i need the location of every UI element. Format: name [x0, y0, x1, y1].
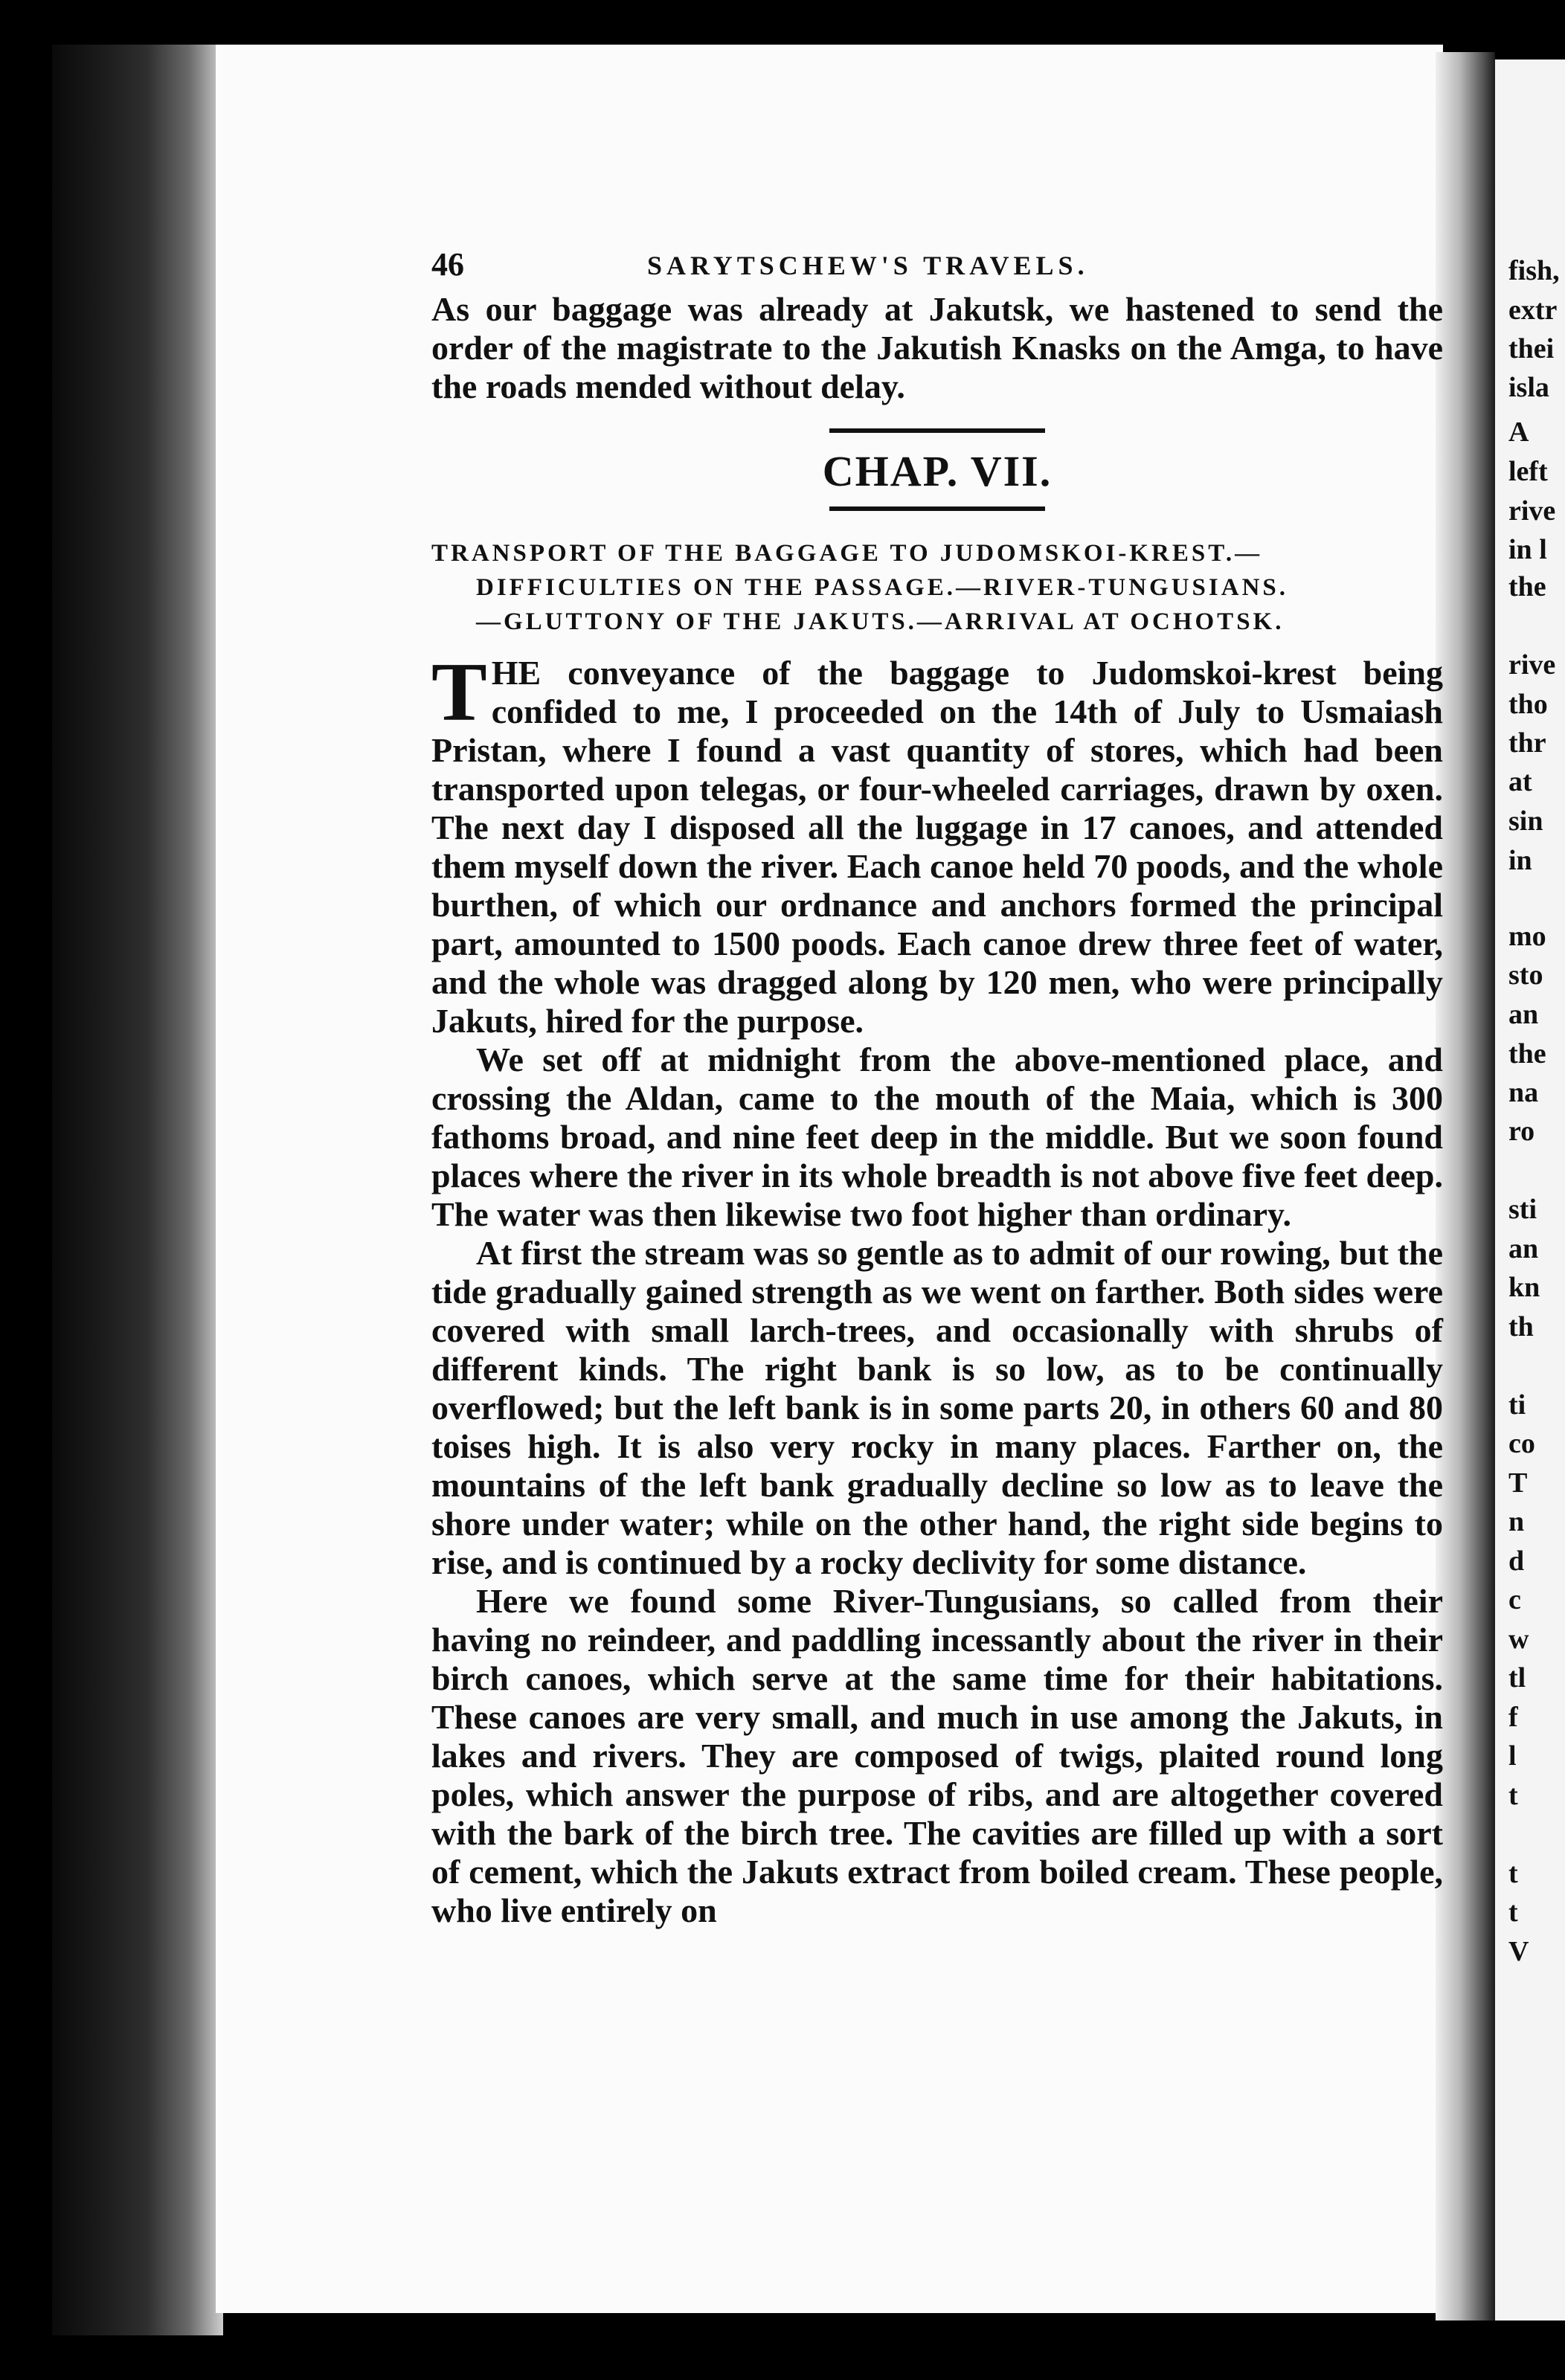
adjacent-page-fragment: ro: [1508, 1116, 1535, 1147]
adjacent-page-fragment: na: [1508, 1077, 1539, 1108]
adjacent-page-fragment: mo: [1508, 921, 1546, 952]
adjacent-page-fragment: the: [1508, 1038, 1546, 1070]
paragraph-2: We set off at midnight from the above-mentioned place, and crossing the Aldan, came to the mouth of the Maia, which is 300 fathoms broad, and nine feet deep in the middle. But we soon found places where the river in its whole breadth is not above five feet deep. The water was then likewise two foot higher than ordinary.: [431, 1041, 1443, 1233]
running-head: [431, 245, 1443, 290]
adjacent-page-fragment: sin: [1508, 805, 1543, 837]
adjacent-page-fragment: left: [1508, 456, 1548, 487]
adjacent-page-edge: [1495, 60, 1565, 2320]
paragraph-1-text: HE conveyance of the baggage to Judomskoi-krest being confided to me, I proceeded on the 14th of July to Usmaiash Pristan, where I found a vast quantity of stores, which had been transported upon telegas, or four-wheeled carriages, drawn by oxen. The next day I disposed all the luggage in 17 canoes, and attended them myself down the river. Each canoe held 70 poods, and the whole burthen, of which our ordnance and anchors formed the principal part, amounted to 1500 poods. Each canoe drew three feet of water, and the whole was dragged along by 120 men, who were principally Jakuts, hired for the purpose.: [431, 654, 1443, 1040]
adjacent-page-fragment: th: [1508, 1311, 1534, 1342]
adjacent-page-fragment: A: [1508, 416, 1529, 448]
book-binding-shadow: [52, 45, 223, 2335]
adjacent-page-fragment: d: [1508, 1546, 1525, 1577]
paragraph-1: [431, 646, 1443, 1041]
page-number: 46: [431, 246, 464, 283]
adjacent-page-fragment: V: [1508, 1936, 1529, 1967]
drop-cap: T: [431, 646, 487, 739]
paragraph-3: At first the stream was so gentle as to admit of our rowing, but the tide gradually gained strength as we went on farther. Both sides were covered with small larch-trees, and occasionally with shrubs of different kinds. The right bank is so low, as to be continually overflowed; but the left bank is in some parts 20, in others 60 and 80 toises high. It is also very rocky in many places. Farther on, the mountains of the left bank gradually decline so low as to leave the shore under water; while on the other hand, the right side begins to rise, and is continued by a rocky declivity for some distance.: [431, 1234, 1443, 1581]
chapter-heading: CHAP. VII.: [822, 447, 1053, 495]
page-content: [431, 245, 1443, 1930]
adjacent-page-fragment: kn: [1508, 1272, 1540, 1303]
adjacent-page-fragment: t: [1508, 1858, 1518, 1889]
running-title: SARYTSCHEW'S TRAVELS.: [647, 251, 1089, 280]
chapter-rule-top: [829, 428, 1045, 433]
paragraph-4: Here we found some River-Tungusians, so called from their having no reindeer, and paddling incessantly about the river in their birch canoes, which serve at the same time for their habitations. These canoes are very small, and much in use among the Jakuts, in lakes and rivers. They are composed of twigs, plaited round long poles, which answer the purpose of ribs, and are altogether covered with the bark of the birch tree. The cavities are filled up with a sort of cement, which the Jakuts extract from boiled cream. These people, who live entirely on: [431, 1582, 1443, 1929]
adjacent-page-fragment: sto: [1508, 959, 1543, 991]
adjacent-page-fragment: t: [1508, 1897, 1518, 1928]
adjacent-page-fragment: extr: [1508, 295, 1558, 326]
adjacent-page-fragment: fish,: [1508, 255, 1560, 286]
adjacent-page-fragment: an: [1508, 999, 1539, 1030]
chapter-summary: [431, 536, 1443, 639]
adjacent-page-fragment: isla: [1508, 372, 1549, 403]
adjacent-page-fragment: tl: [1508, 1662, 1526, 1694]
adjacent-page-fragment: an: [1508, 1233, 1539, 1264]
adjacent-page-fragment: tho: [1508, 689, 1548, 720]
adjacent-page-fragment: c: [1508, 1584, 1521, 1615]
adjacent-page-fragment: co: [1508, 1428, 1535, 1459]
summary-line: DIFFICULTIES ON THE PASSAGE.—RIVER-TUNGUSIANS.: [476, 574, 1289, 601]
adjacent-page-fragment: sti: [1508, 1194, 1537, 1225]
chapter-body: [431, 646, 1443, 1930]
adjacent-page-fragment: rive: [1508, 495, 1556, 527]
adjacent-page-fragment: f: [1508, 1702, 1518, 1733]
adjacent-page-fragment: at: [1508, 766, 1532, 797]
adjacent-page-fragment: T: [1508, 1467, 1528, 1499]
adjacent-page-fragment: thei: [1508, 333, 1555, 364]
adjacent-page-fragment: n: [1508, 1506, 1525, 1537]
adjacent-page-fragment: w: [1508, 1624, 1529, 1655]
adjacent-page-fragment: t: [1508, 1780, 1518, 1811]
adjacent-page-fragment: l: [1508, 1740, 1517, 1772]
adjacent-page-fragment: in l: [1508, 534, 1547, 565]
page-gutter-shadow: [1436, 52, 1495, 2320]
adjacent-page-fragment: thr: [1508, 727, 1546, 759]
opening-paragraph: As our baggage was already at Jakutsk, we hastened to send the order of the magistrate to the Jakutish Knasks on the Amga, to have the roads mended without delay.: [431, 290, 1443, 405]
summary-line: —GLUTTONY OF THE JAKUTS.—ARRIVAL AT OCHOTSK.: [476, 608, 1285, 635]
adjacent-page-fragment: rive: [1508, 649, 1556, 681]
adjacent-page-fragment: ti: [1508, 1389, 1526, 1421]
summary-line: TRANSPORT OF THE BAGGAGE TO JUDOMSKOI-KREST.—: [431, 540, 1263, 567]
chapter-rule-bottom: [829, 506, 1045, 511]
adjacent-page-fragment: the: [1508, 571, 1546, 602]
adjacent-page-fragment: in: [1508, 845, 1532, 876]
